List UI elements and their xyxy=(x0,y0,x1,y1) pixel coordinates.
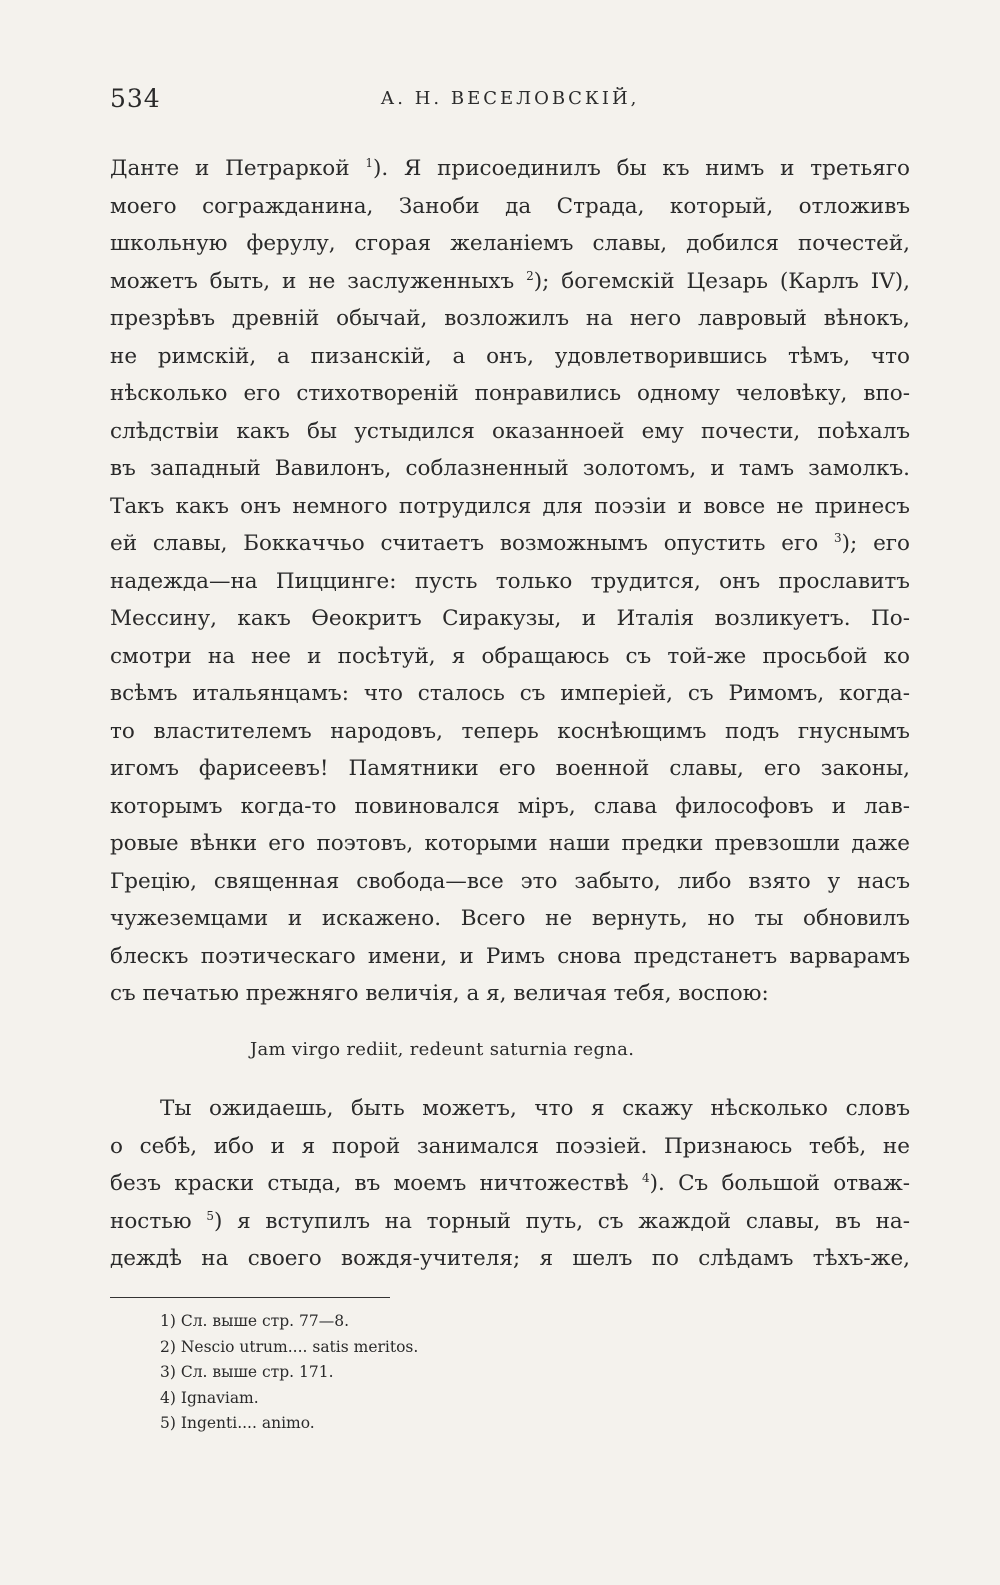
verse-quote: Jam virgo rediit, redeunt saturnia regna. xyxy=(250,1039,635,1060)
footnote: 4) Ignaviam. xyxy=(160,1388,259,1407)
text-line: ровые вѣнки его поэтовъ, которыми наши предки превзошли даже xyxy=(110,831,910,856)
text-line: Данте и Петраркой $^1$). Я присоединилъ бы къ нимъ и третьяго xyxy=(110,155,910,181)
text-line: блескъ поэтическаго имени, и Римъ снова предстанетъ варварамъ xyxy=(110,943,910,969)
page-header xyxy=(110,84,910,124)
text-line: надежда—на Пиццинге: пусть только трудится, онъ прославитъ xyxy=(110,568,910,594)
footnotes xyxy=(160,1309,418,1437)
text-line: ей славы, Боккаччьо считаетъ возможнымъ опустить его $^3$); его xyxy=(110,530,911,556)
footnote: 3) Сл. выше стр. 171. xyxy=(160,1363,334,1381)
text-line: деждѣ на своего вождя-учителя; я шелъ по слѣдамъ тѣхъ-же, xyxy=(110,1246,910,1271)
text-line: можетъ быть, и не заслуженныхъ $^2$); богемскій Цезарь (Карлъ IV), xyxy=(110,268,910,294)
text-line: не римскій, а пизанскій, а онъ, удовлетворившись тѣмъ, что xyxy=(110,343,910,369)
text-line: нѣсколько его стихотвореній понравились одному человѣку, впо- xyxy=(110,381,910,406)
text-line: Ты ожидаешь, быть можетъ, что я скажу нѣсколько словъ xyxy=(160,1096,910,1121)
footnote-ref: 1 xyxy=(365,155,373,170)
text-line: то властителемъ народовъ, теперь коснѣющимъ подъ гнуснымъ xyxy=(110,718,910,744)
paragraph-2 xyxy=(110,1090,910,1278)
text-line: смотри на нее и посѣтуй, я обращаюсь съ той-же просьбой ко xyxy=(110,643,910,669)
footnote-ref: 4 xyxy=(642,1170,650,1185)
text-line: всѣмъ итальянцамъ: что сталось съ имперіей, съ Римомъ, когда- xyxy=(110,681,910,706)
text-line: съ печатью прежняго величія, а я, величая тебя, воспою: xyxy=(110,981,769,1006)
footnote: 1) Сл. выше стр. 77—8. xyxy=(160,1312,350,1330)
footnote-ref: 3 xyxy=(834,530,842,545)
text-line: ностью $^5$) я вступилъ на торный путь, съ жаждой славы, въ на- xyxy=(110,1208,910,1234)
footnote-ref: 5 xyxy=(206,1208,214,1223)
footnote-ref: 2 xyxy=(526,268,534,283)
text-line: Мессину, какъ Ѳеокритъ Сиракузы, и Италія возликуетъ. По- xyxy=(110,606,910,631)
footnote: 5) Ingenti.... animo. xyxy=(160,1414,315,1432)
text-line: о себѣ, ибо и я порой занимался поэзіей. Признаюсь тебѣ, не xyxy=(110,1133,910,1159)
text-line: Такъ какъ онъ немного потрудился для поэзіи и вовсе не принесъ xyxy=(110,493,910,519)
text-line: которымъ когда-то повиновался міръ, слава философовъ и лав- xyxy=(110,793,910,819)
text-line: чужеземцами и искажено. Всего не вернуть, но ты обновилъ xyxy=(110,906,910,931)
page-number: 534 xyxy=(110,84,161,113)
text-line: школьную ферулу, сгорая желаніемъ славы, добился почестей, xyxy=(110,231,910,256)
paragraph-1 xyxy=(110,150,910,1013)
text-line: моего согражданина, Заноби да Страда, который, отложивъ xyxy=(110,193,910,219)
text-line: безъ краски стыда, въ моемъ ничтожествѣ $^4$). Съ большой отваж- xyxy=(110,1170,911,1196)
text-line: въ западный Вавилонъ, соблазненный золотомъ, и тамъ замолкъ. xyxy=(110,456,910,481)
text-line: слѣдствіи какъ бы устыдился оказанноей ему почести, поѣхалъ xyxy=(110,418,910,444)
text-line: игомъ фарисеевъ! Памятники его военной славы, его законы, xyxy=(110,756,910,781)
text-line: Грецію, священная свобода—все это забыто, либо взято у насъ xyxy=(110,868,910,894)
running-head: А. Н. ВЕСЕЛОВСКІЙ, xyxy=(380,88,640,109)
footnote-divider xyxy=(110,1297,390,1298)
text-line: презрѣвъ древній обычай, возложилъ на него лавровый вѣнокъ, xyxy=(110,306,910,331)
footnote: 2) Nescio utrum.... satis meritos. xyxy=(160,1337,419,1356)
